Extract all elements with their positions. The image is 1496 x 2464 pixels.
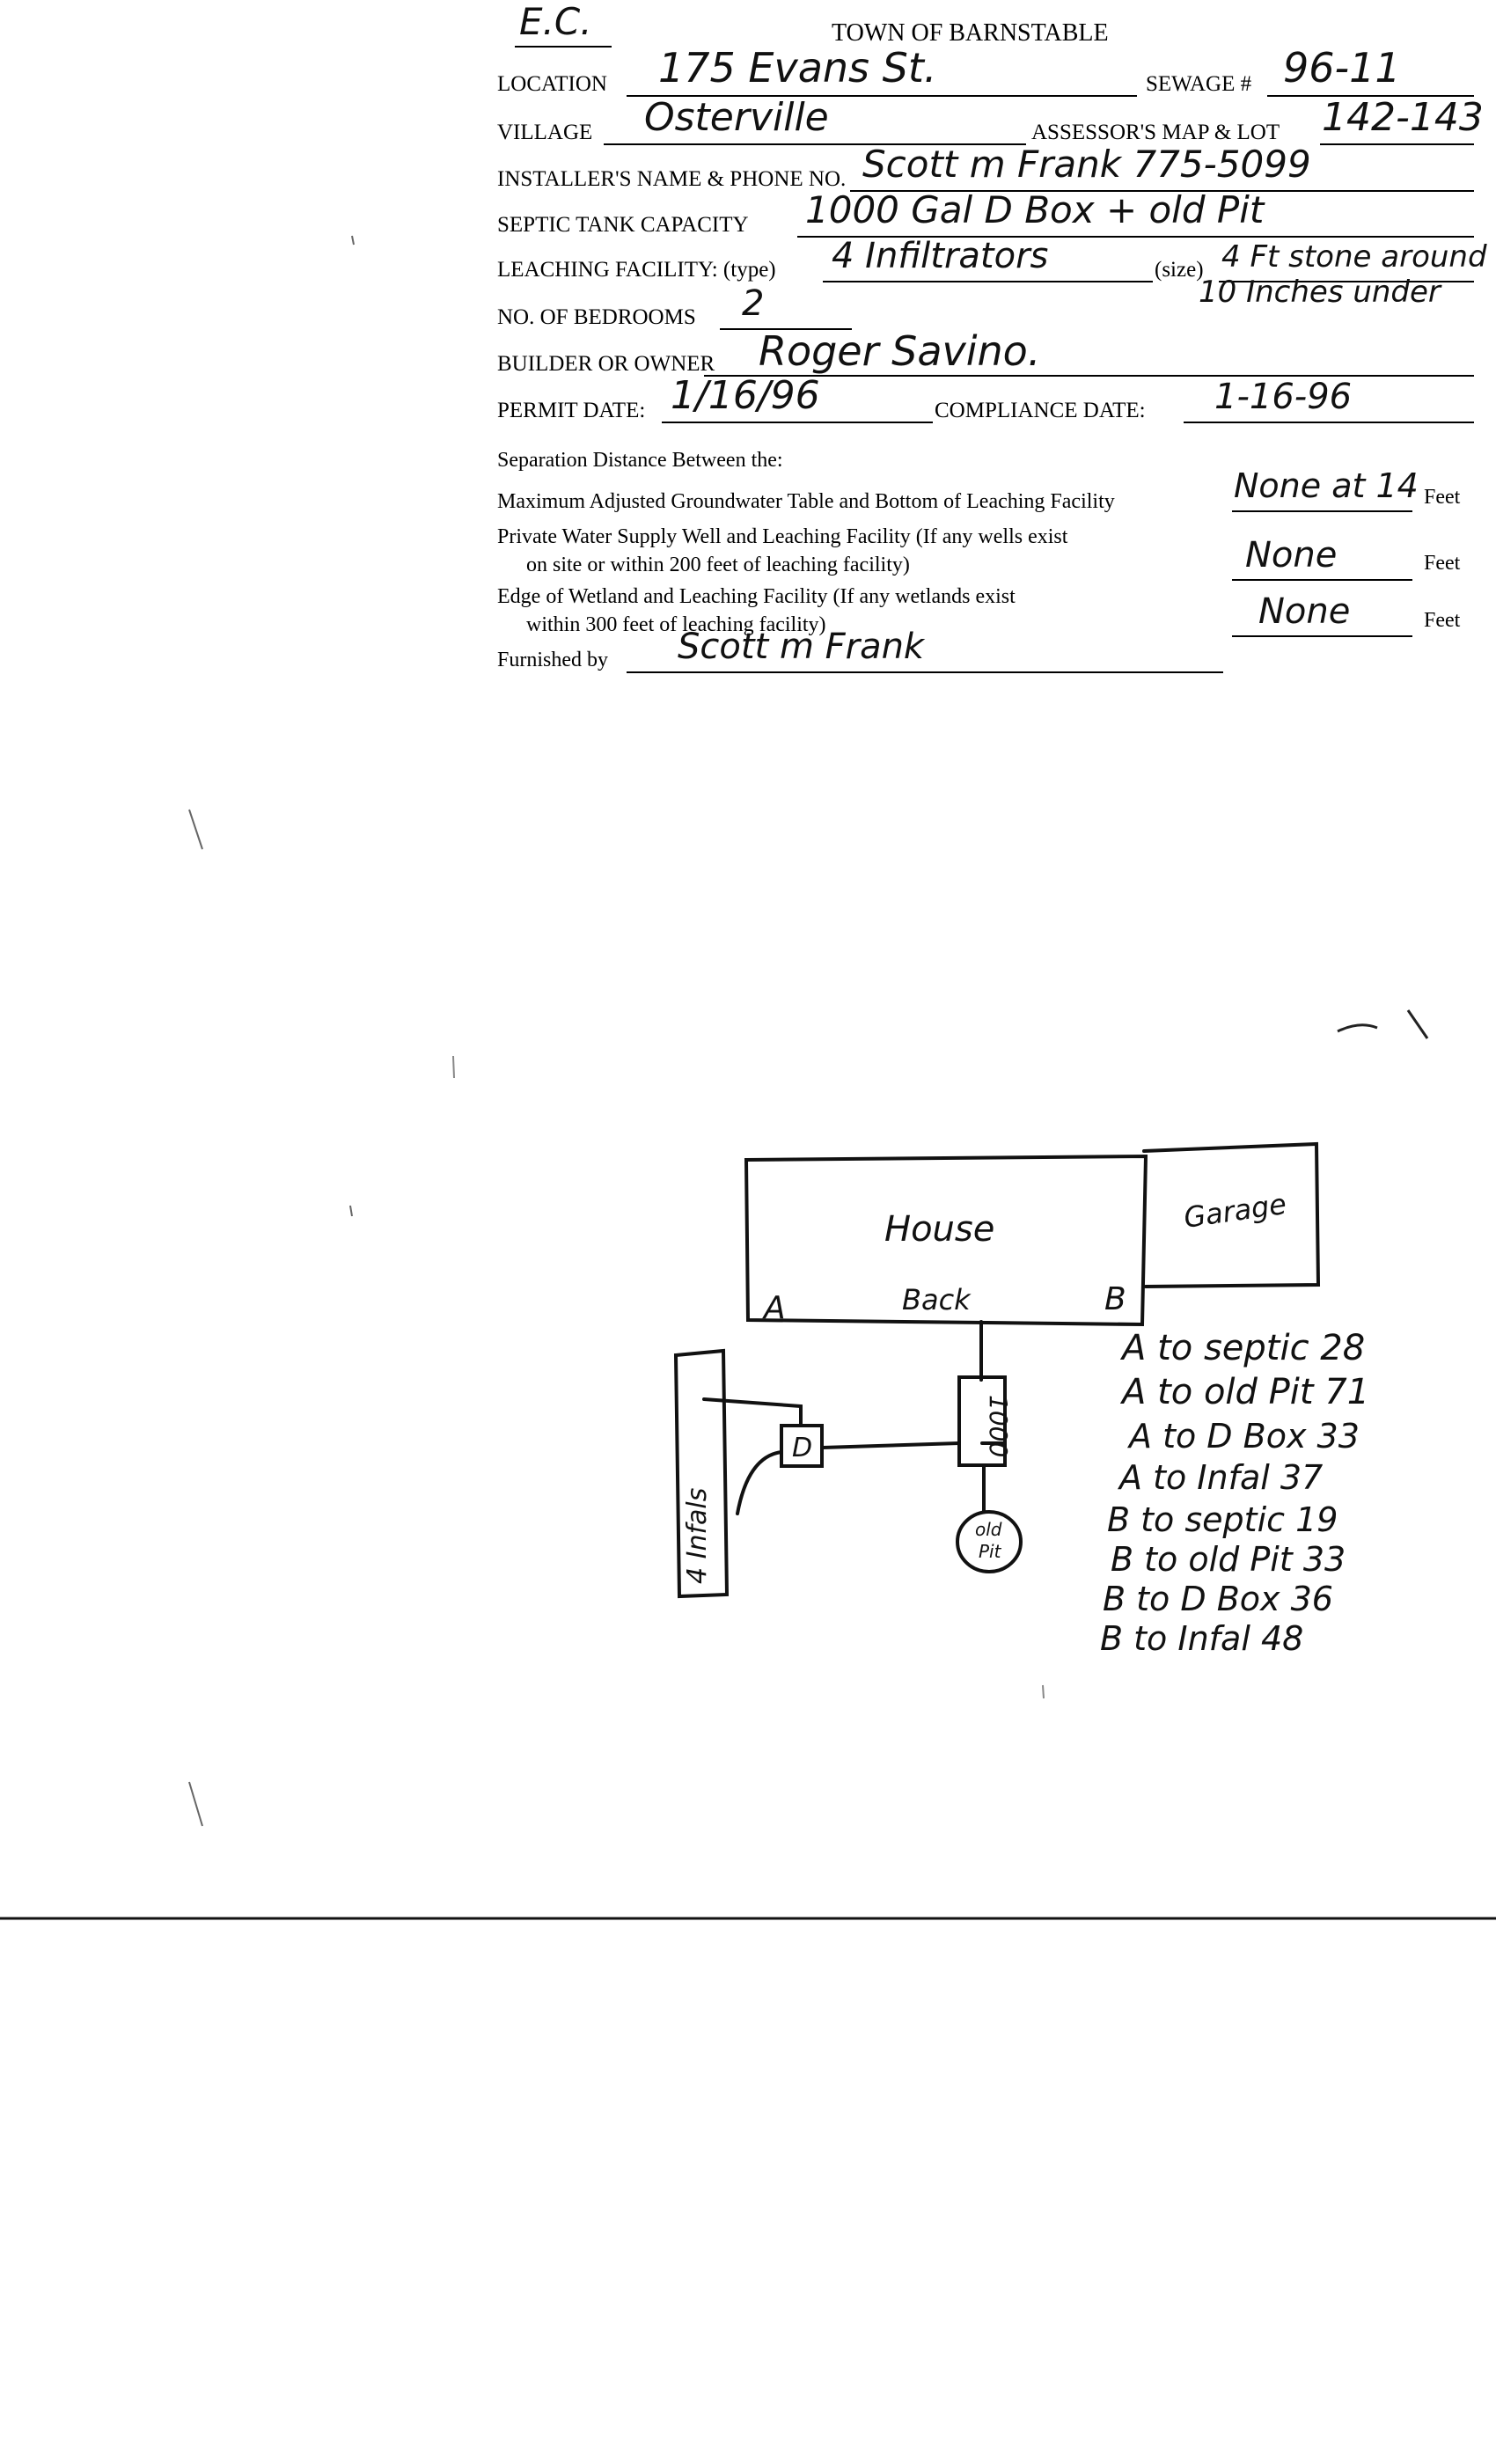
map-lot-label: ASSESSOR'S MAP & LOT bbox=[1031, 121, 1280, 144]
installer-label: INSTALLER'S NAME & PHONE NO. bbox=[497, 167, 847, 191]
distance-b-dbox: B to D Box 36 bbox=[1103, 1580, 1333, 1618]
owner-value: Roger Savino. bbox=[759, 327, 1041, 375]
village-value: Osterville bbox=[644, 95, 829, 140]
groundwater-value: None at 14 bbox=[1234, 466, 1419, 505]
tank-label: 1000 bbox=[984, 1395, 1013, 1458]
distance-a-septic: A to septic 28 bbox=[1122, 1328, 1366, 1368]
distance-b-septic: B to septic 19 bbox=[1107, 1500, 1338, 1539]
wetland-unit: Feet bbox=[1424, 609, 1461, 632]
back-label: Back bbox=[902, 1283, 971, 1316]
septic-value: 1000 Gal D Box + old Pit bbox=[805, 188, 1265, 231]
groundwater-unit: Feet bbox=[1424, 486, 1461, 509]
distance-a-old-pit: A to old Pit 71 bbox=[1122, 1372, 1370, 1412]
old-pit-label-1: old bbox=[975, 1519, 1002, 1540]
compliance-date-label: COMPLIANCE DATE: bbox=[935, 399, 1146, 422]
wetland-label-2: within 300 feet of leaching facility) bbox=[526, 613, 826, 636]
house-label: House bbox=[884, 1209, 995, 1250]
well-label-1: Private Water Supply Well and Leaching Facility (If any wells exist bbox=[497, 525, 1068, 548]
distance-a-infal: A to Infal 37 bbox=[1119, 1458, 1324, 1497]
garage-label: Garage bbox=[1181, 1186, 1289, 1235]
infiltrator-label: 4 Infals bbox=[682, 1487, 713, 1584]
separation-heading: Separation Distance Between the: bbox=[497, 449, 783, 472]
distance-b-infal: B to Infal 48 bbox=[1100, 1619, 1304, 1658]
well-value: None bbox=[1245, 535, 1338, 576]
furnished-label: Furnished by bbox=[497, 649, 608, 671]
map-lot-value: 142-143 bbox=[1322, 95, 1484, 140]
location-label: LOCATION bbox=[497, 72, 607, 96]
permit-date-value: 1/16/96 bbox=[671, 373, 820, 418]
corner-a-label: A bbox=[764, 1290, 786, 1326]
pipe-dbox-to-infiltrator-1 bbox=[704, 1399, 801, 1426]
well-label-2: on site or within 200 feet of leaching facility) bbox=[526, 554, 910, 576]
village-label: VILLAGE bbox=[497, 121, 593, 144]
furnished-signature: Scott m Frank bbox=[678, 627, 925, 667]
corner-b-label: B bbox=[1104, 1281, 1126, 1317]
distance-b-old-pit: B to old Pit 33 bbox=[1111, 1540, 1346, 1579]
bedrooms-value: 2 bbox=[742, 283, 765, 324]
initials: E.C. bbox=[519, 0, 592, 43]
location-value: 175 Evans St. bbox=[658, 44, 937, 92]
compliance-date-value: 1-16-96 bbox=[1214, 377, 1353, 417]
wetland-value: None bbox=[1258, 591, 1351, 632]
installer-value: Scott m Frank 775-5099 bbox=[862, 143, 1311, 186]
well-unit: Feet bbox=[1424, 552, 1461, 575]
dbox-label: D bbox=[792, 1433, 813, 1463]
leaching-type-value: 4 Infiltrators bbox=[832, 236, 1049, 276]
pipe-tank-to-dbox bbox=[823, 1443, 959, 1448]
leaching-label: LEACHING FACILITY: (type) bbox=[497, 258, 776, 282]
form-title: TOWN OF BARNSTABLE bbox=[832, 19, 1109, 47]
wetland-label-1: Edge of Wetland and Leaching Facility (If any wetlands exist bbox=[497, 585, 1016, 608]
bedrooms-label: NO. OF BEDROOMS bbox=[497, 305, 696, 329]
owner-label: BUILDER OR OWNER bbox=[497, 352, 715, 376]
leaching-size-value-2: 10 Inches under bbox=[1199, 275, 1441, 310]
sewage-value: 96-11 bbox=[1283, 44, 1401, 92]
groundwater-label: Maximum Adjusted Groundwater Table and Bottom of Leaching Facility bbox=[497, 490, 1115, 513]
sewage-label: SEWAGE # bbox=[1146, 72, 1252, 96]
pipe-dbox-to-infiltrator-2 bbox=[737, 1452, 781, 1514]
leaching-size-label: (size) bbox=[1155, 258, 1204, 282]
leaching-size-value-1: 4 Ft stone around bbox=[1221, 239, 1487, 275]
septic-label: SEPTIC TANK CAPACITY bbox=[497, 213, 749, 237]
old-pit-label-2: Pit bbox=[979, 1541, 1001, 1562]
permit-date-label: PERMIT DATE: bbox=[497, 399, 646, 422]
distance-a-dbox: A to D Box 33 bbox=[1129, 1417, 1360, 1456]
